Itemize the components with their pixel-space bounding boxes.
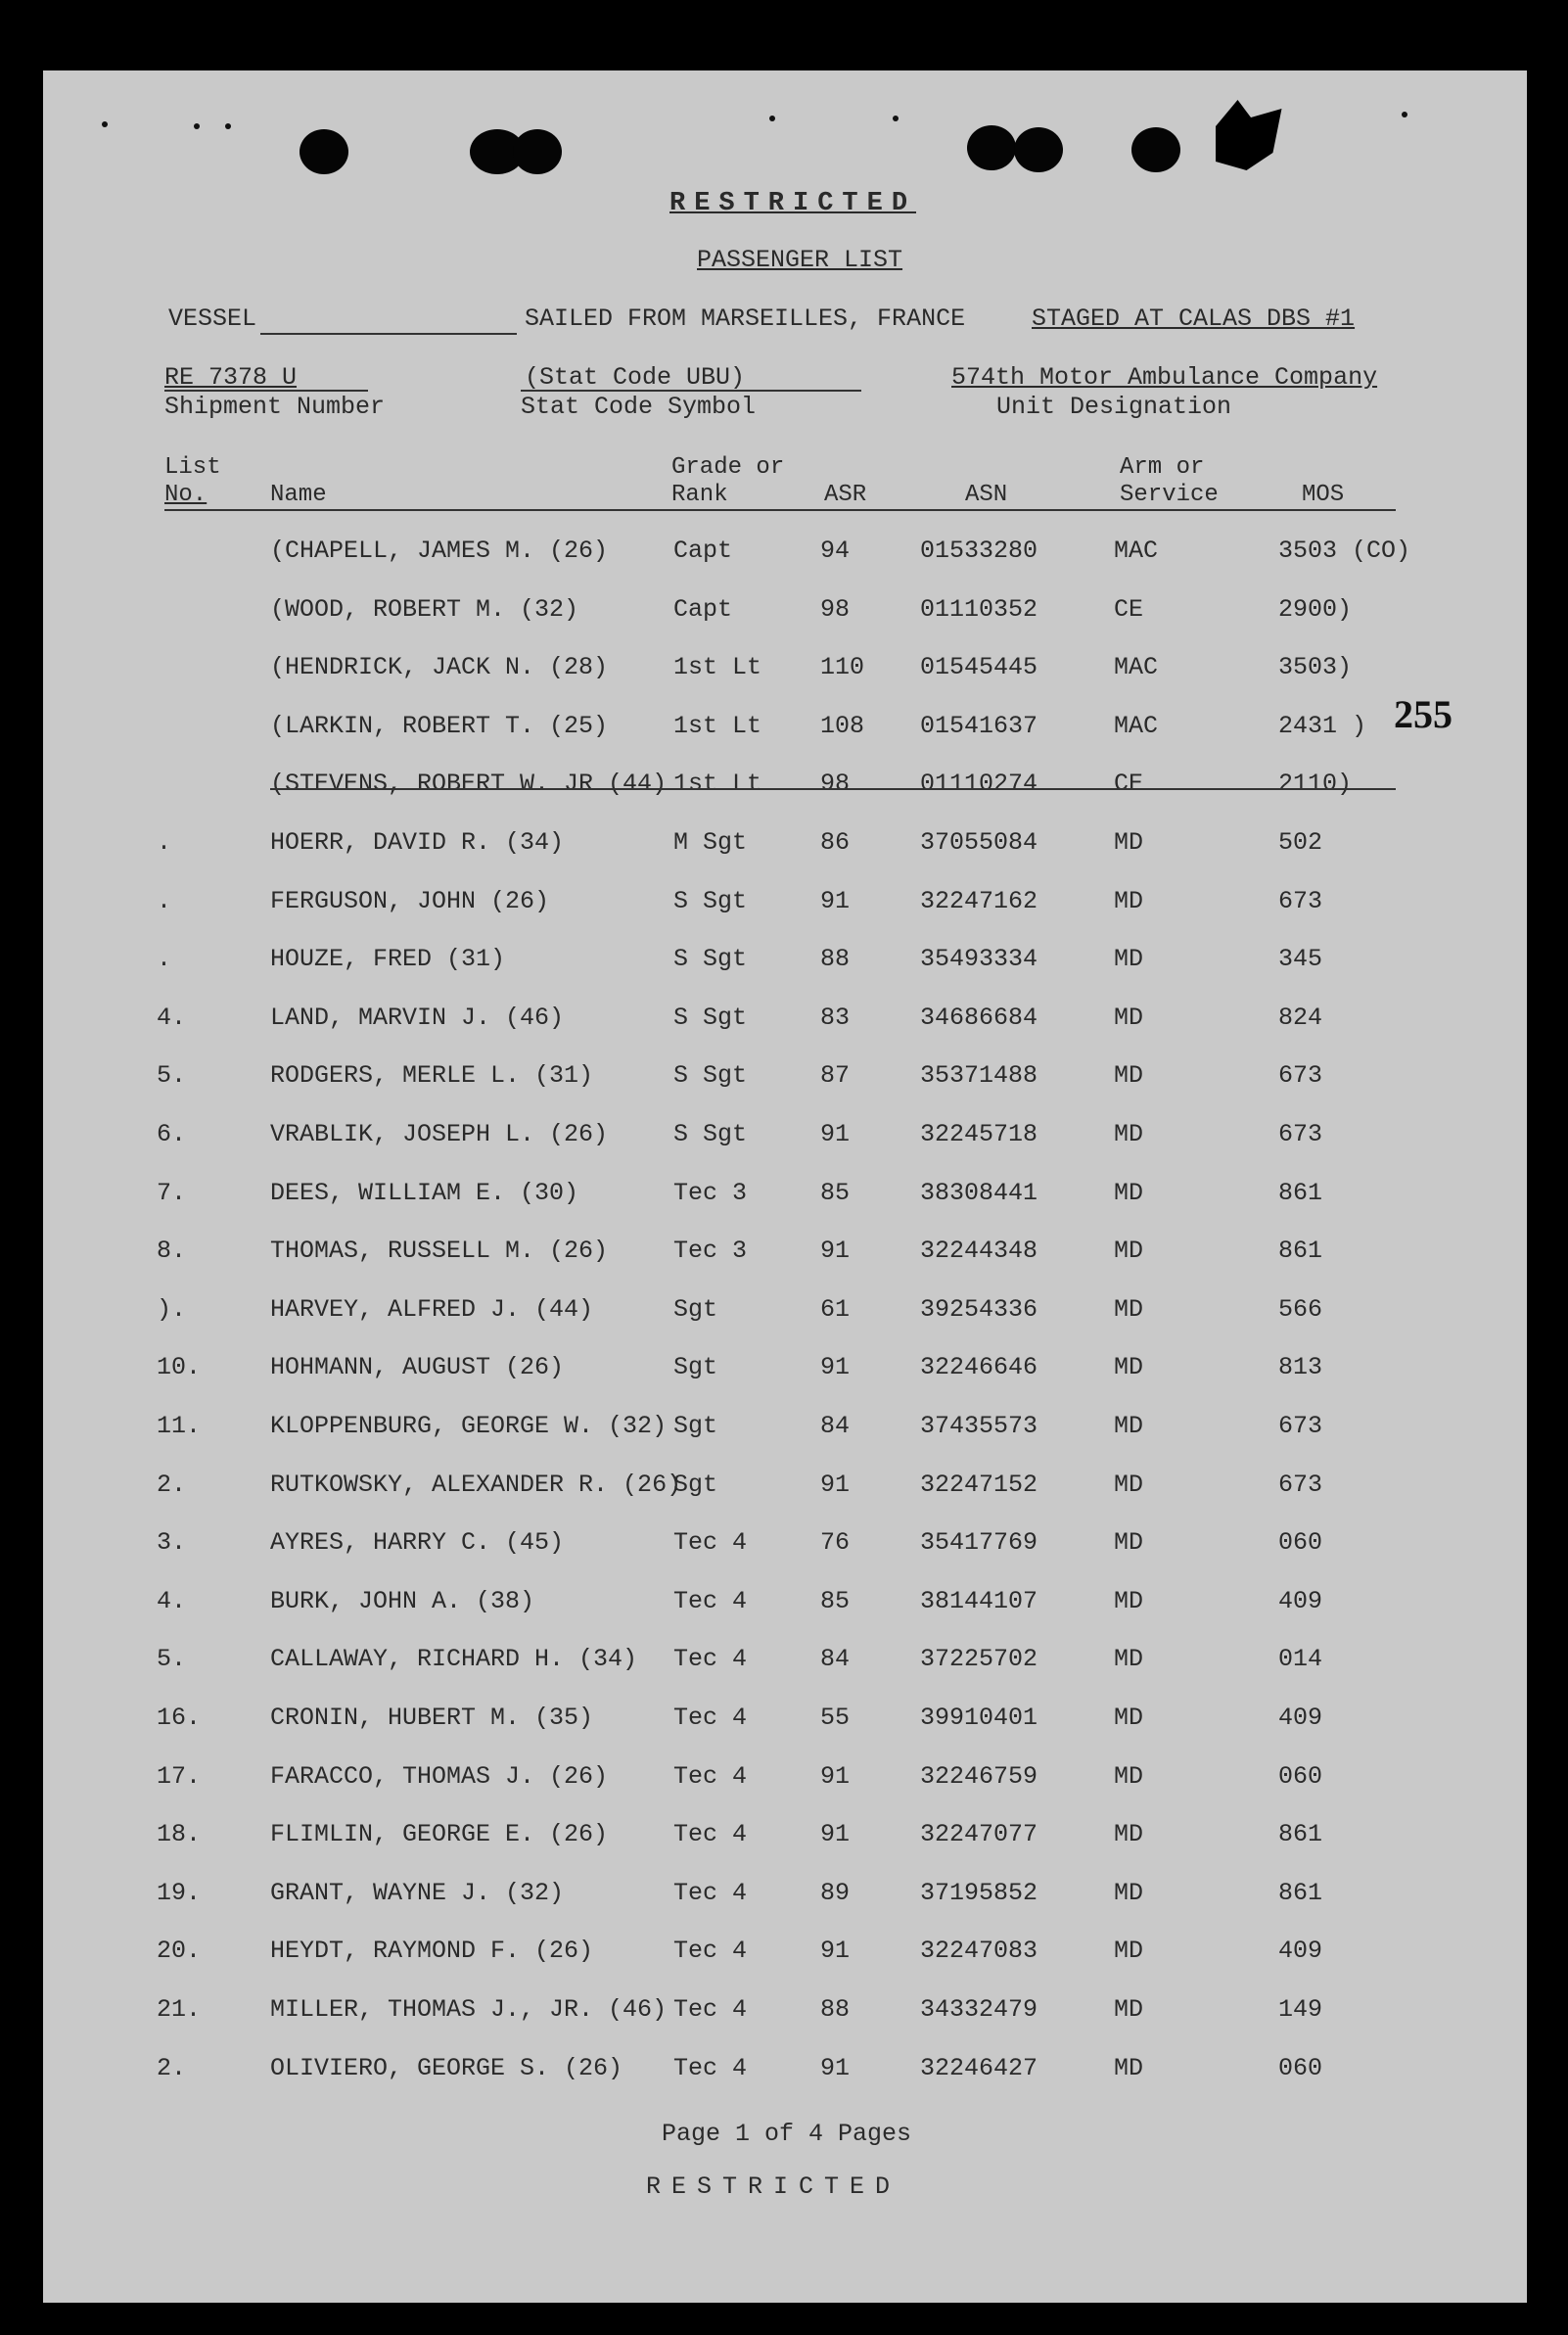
row-name: (HENDRICK, JACK N. (28) <box>270 653 609 681</box>
row-asn: 38308441 <box>920 1179 1038 1207</box>
row-grade: Sgt <box>673 1412 718 1440</box>
row-asn: 35417769 <box>920 1528 1038 1557</box>
row-list-no: 2. <box>157 1471 187 1499</box>
row-grade: Tec 4 <box>673 2054 748 2082</box>
row-asn: 32247152 <box>920 1471 1038 1499</box>
row-arm: MD <box>1114 1937 1144 1965</box>
row-mos: 566 <box>1278 1295 1323 1324</box>
stat-code-line <box>521 390 861 392</box>
row-list-no: 10. <box>157 1353 202 1381</box>
row-name: VRABLIK, JOSEPH L. (26) <box>270 1120 609 1148</box>
row-mos: 673 <box>1278 1471 1323 1499</box>
staged-at: STAGED AT CALAS DBS #1 <box>1032 304 1356 333</box>
row-arm: MD <box>1114 1704 1144 1732</box>
row-list-no: 5. <box>157 1645 187 1673</box>
torn-corner <box>1198 100 1286 188</box>
row-asn: 01541637 <box>920 712 1038 740</box>
row-mos: 2900) <box>1278 595 1353 624</box>
row-grade: Tec 4 <box>673 1820 748 1848</box>
row-asr: 84 <box>820 1645 851 1673</box>
speck <box>893 116 899 121</box>
punch-hole <box>967 125 1016 170</box>
row-grade: S Sgt <box>673 887 748 915</box>
col-name: Name <box>270 482 327 508</box>
row-name: BURK, JOHN A. (38) <box>270 1587 535 1615</box>
row-grade: Capt <box>673 595 733 624</box>
row-mos: 673 <box>1278 1061 1323 1090</box>
footer-restricted: RESTRICTED <box>646 2172 901 2201</box>
row-list-no: ). <box>157 1295 187 1324</box>
row-arm: MD <box>1114 828 1144 857</box>
vessel-label: VESSEL <box>168 304 257 333</box>
row-asr: 88 <box>820 1995 851 2024</box>
row-asn: 32244348 <box>920 1237 1038 1265</box>
row-arm: MD <box>1114 1004 1144 1032</box>
row-name: HOERR, DAVID R. (34) <box>270 828 565 857</box>
row-asn: 37055084 <box>920 828 1038 857</box>
row-name: CALLAWAY, RICHARD H. (34) <box>270 1645 638 1673</box>
row-asn: 37435573 <box>920 1412 1038 1440</box>
row-asr: 94 <box>820 537 851 565</box>
row-list-no: . <box>157 945 172 973</box>
row-grade: Capt <box>673 537 733 565</box>
row-name: KLOPPENBURG, GEORGE W. (32) <box>270 1412 668 1440</box>
row-list-no: 16. <box>157 1704 202 1732</box>
row-list-no: 19. <box>157 1879 202 1907</box>
row-name: AYRES, HARRY C. (45) <box>270 1528 565 1557</box>
row-mos: 502 <box>1278 828 1323 857</box>
document-subtitle: PASSENGER LIST <box>697 246 903 274</box>
shipment-number: RE 7378 U <box>164 363 298 392</box>
row-asr: 91 <box>820 1120 851 1148</box>
row-asr: 85 <box>820 1587 851 1615</box>
row-name: HARVEY, ALFRED J. (44) <box>270 1295 594 1324</box>
row-arm: MAC <box>1114 712 1159 740</box>
vessel-blank-line <box>260 333 517 335</box>
row-mos: 409 <box>1278 1704 1323 1732</box>
row-list-no: 17. <box>157 1762 202 1791</box>
row-name: (CHAPELL, JAMES M. (26) <box>270 537 609 565</box>
row-asn: 32246427 <box>920 2054 1038 2082</box>
stat-code-label: Stat Code Symbol <box>521 393 757 421</box>
row-arm: MD <box>1114 1762 1144 1791</box>
row-name: FARACCO, THOMAS J. (26) <box>270 1762 609 1791</box>
row-asr: 91 <box>820 1820 851 1848</box>
row-name: FERGUSON, JOHN (26) <box>270 887 550 915</box>
row-name: OLIVIERO, GEORGE S. (26) <box>270 2054 623 2082</box>
row-asr: 98 <box>820 770 851 798</box>
row-asr: 108 <box>820 712 865 740</box>
row-mos: 014 <box>1278 1645 1323 1673</box>
row-asn: 01545445 <box>920 653 1038 681</box>
row-grade: Tec 4 <box>673 1704 748 1732</box>
row-mos: 149 <box>1278 1995 1323 2024</box>
row-arm: MAC <box>1114 537 1159 565</box>
row-grade: 1st Lt <box>673 712 762 740</box>
row-grade: Tec 4 <box>673 1645 748 1673</box>
header-underline <box>164 509 1396 511</box>
row-name: HEYDT, RAYMOND F. (26) <box>270 1937 594 1965</box>
row-name: CRONIN, HUBERT M. (35) <box>270 1704 594 1732</box>
document-page <box>43 70 1527 2303</box>
row-arm: CE <box>1114 770 1144 798</box>
row-mos: 813 <box>1278 1353 1323 1381</box>
col-arm-2: Service <box>1120 482 1219 508</box>
row-asr: 55 <box>820 1704 851 1732</box>
row-asr: 76 <box>820 1528 851 1557</box>
col-grade-2: Rank <box>671 482 728 508</box>
row-name: HOUZE, FRED (31) <box>270 945 506 973</box>
row-grade: Tec 4 <box>673 1762 748 1791</box>
row-asn: 01110352 <box>920 595 1038 624</box>
row-grade: Sgt <box>673 1295 718 1324</box>
row-list-no: 4. <box>157 1587 187 1615</box>
row-grade: Tec 4 <box>673 1995 748 2024</box>
row-asr: 91 <box>820 1237 851 1265</box>
row-asn: 34332479 <box>920 1995 1038 2024</box>
row-mos: 861 <box>1278 1820 1323 1848</box>
document-title: RESTRICTED <box>669 189 917 218</box>
row-mos: 060 <box>1278 2054 1323 2082</box>
row-mos: 409 <box>1278 1587 1323 1615</box>
row-name: THOMAS, RUSSELL M. (26) <box>270 1237 609 1265</box>
row-name: (STEVENS, ROBERT W. JR (44) <box>270 770 668 798</box>
row-arm: MD <box>1114 1295 1144 1324</box>
row-grade: 1st Lt <box>673 770 762 798</box>
row-grade: Sgt <box>673 1471 718 1499</box>
row-asr: 87 <box>820 1061 851 1090</box>
unit-designation: 574th Motor Ambulance Company <box>951 363 1378 392</box>
row-mos: 861 <box>1278 1879 1323 1907</box>
col-list-no: List <box>164 454 221 481</box>
col-grade: Grade or <box>671 454 785 481</box>
row-mos: 673 <box>1278 887 1323 915</box>
row-asr: 61 <box>820 1295 851 1324</box>
row-list-no: 2. <box>157 2054 187 2082</box>
speck <box>1402 112 1407 117</box>
row-name: (WOOD, ROBERT M. (32) <box>270 595 579 624</box>
row-mos: 060 <box>1278 1528 1323 1557</box>
row-asr: 110 <box>820 653 865 681</box>
row-name: RUTKOWSKY, ALEXANDER R. (26) <box>270 1471 682 1499</box>
row-name: RODGERS, MERLE L. (31) <box>270 1061 594 1090</box>
row-list-no: . <box>157 887 172 915</box>
row-mos: 673 <box>1278 1412 1323 1440</box>
row-list-no: 20. <box>157 1937 202 1965</box>
row-name: LAND, MARVIN J. (46) <box>270 1004 565 1032</box>
row-asn: 35493334 <box>920 945 1038 973</box>
row-list-no: 8. <box>157 1237 187 1265</box>
row-arm: MD <box>1114 1353 1144 1381</box>
row-mos: 824 <box>1278 1004 1323 1032</box>
row-list-no: 21. <box>157 1995 202 2024</box>
row-arm: MD <box>1114 1820 1144 1848</box>
col-asr: ASR <box>824 482 867 508</box>
row-list-no: 18. <box>157 1820 202 1848</box>
row-mos: 409 <box>1278 1937 1323 1965</box>
row-asn: 39910401 <box>920 1704 1038 1732</box>
row-asn: 32245718 <box>920 1120 1038 1148</box>
row-name: GRANT, WAYNE J. (32) <box>270 1879 565 1907</box>
row-asr: 84 <box>820 1412 851 1440</box>
row-asr: 86 <box>820 828 851 857</box>
row-asr: 85 <box>820 1179 851 1207</box>
row-list-no: 5. <box>157 1061 187 1090</box>
row-list-no: 3. <box>157 1528 187 1557</box>
row-asn: 35371488 <box>920 1061 1038 1090</box>
col-mos: MOS <box>1302 482 1345 508</box>
row-asn: 38144107 <box>920 1587 1038 1615</box>
row-mos: 2110) <box>1278 770 1353 798</box>
row-asr: 89 <box>820 1879 851 1907</box>
row-grade: Tec 3 <box>673 1237 748 1265</box>
strikethrough-line <box>270 788 1396 790</box>
row-asn: 37195852 <box>920 1879 1038 1907</box>
unit-designation-label: Unit Designation <box>996 393 1232 421</box>
row-arm: MD <box>1114 1471 1144 1499</box>
row-asr: 88 <box>820 945 851 973</box>
row-grade: S Sgt <box>673 1120 748 1148</box>
row-list-no: . <box>157 828 172 857</box>
row-mos: 345 <box>1278 945 1323 973</box>
row-mos: 2431 ) <box>1278 712 1367 740</box>
row-asn: 32247083 <box>920 1937 1038 1965</box>
row-asn: 01533280 <box>920 537 1038 565</box>
punch-hole <box>1014 127 1063 172</box>
row-arm: MD <box>1114 1995 1144 2024</box>
punch-hole <box>513 129 562 174</box>
row-list-no: 11. <box>157 1412 202 1440</box>
sailed-from: SAILED FROM MARSEILLES, FRANCE <box>525 304 966 333</box>
row-grade: Tec 4 <box>673 1879 748 1907</box>
shipment-number-label: Shipment Number <box>164 393 386 421</box>
row-grade: S Sgt <box>673 1061 748 1090</box>
punch-hole <box>300 129 348 174</box>
stat-code: (Stat Code UBU) <box>525 363 746 392</box>
row-asn: 37225702 <box>920 1645 1038 1673</box>
speck <box>194 123 200 129</box>
row-name: FLIMLIN, GEORGE E. (26) <box>270 1820 609 1848</box>
row-mos: 060 <box>1278 1762 1323 1791</box>
row-grade: S Sgt <box>673 945 748 973</box>
row-name: MILLER, THOMAS J., JR. (46) <box>270 1995 668 2024</box>
row-grade: Tec 4 <box>673 1528 748 1557</box>
col-arm: Arm or <box>1120 454 1205 481</box>
row-grade: M Sgt <box>673 828 748 857</box>
stamp-number: 255 <box>1394 692 1453 736</box>
row-grade: Tec 4 <box>673 1937 748 1965</box>
row-arm: MD <box>1114 1061 1144 1090</box>
row-name: DEES, WILLIAM E. (30) <box>270 1179 579 1207</box>
row-asr: 83 <box>820 1004 851 1032</box>
page-number: Page 1 of 4 Pages <box>662 2120 912 2148</box>
row-grade: 1st Lt <box>673 653 762 681</box>
row-mos: 861 <box>1278 1237 1323 1265</box>
row-asn: 32246646 <box>920 1353 1038 1381</box>
col-asn: ASN <box>965 482 1008 508</box>
row-list-no: 4. <box>157 1004 187 1032</box>
row-grade: S Sgt <box>673 1004 748 1032</box>
row-asr: 91 <box>820 1762 851 1791</box>
speck <box>102 121 108 127</box>
row-arm: MD <box>1114 1528 1144 1557</box>
row-arm: MD <box>1114 1645 1144 1673</box>
row-asr: 91 <box>820 1471 851 1499</box>
row-mos: 3503 (CO) <box>1278 537 1411 565</box>
punch-hole <box>1131 127 1180 172</box>
row-asr: 98 <box>820 595 851 624</box>
row-list-no: 6. <box>157 1120 187 1148</box>
row-asn: 32246759 <box>920 1762 1038 1791</box>
row-arm: MD <box>1114 1179 1144 1207</box>
row-grade: Tec 4 <box>673 1587 748 1615</box>
row-arm: MD <box>1114 1237 1144 1265</box>
row-arm: MD <box>1114 2054 1144 2082</box>
row-arm: MD <box>1114 1879 1144 1907</box>
shipment-line <box>164 390 368 392</box>
row-arm: MD <box>1114 1587 1144 1615</box>
row-asr: 91 <box>820 1353 851 1381</box>
row-arm: MD <box>1114 1120 1144 1148</box>
row-name: HOHMANN, AUGUST (26) <box>270 1353 565 1381</box>
row-asn: 39254336 <box>920 1295 1038 1324</box>
row-mos: 861 <box>1278 1179 1323 1207</box>
row-arm: CE <box>1114 595 1144 624</box>
row-arm: MD <box>1114 1412 1144 1440</box>
row-mos: 3503) <box>1278 653 1353 681</box>
row-asn: 32247077 <box>920 1820 1038 1848</box>
row-grade: Tec 3 <box>673 1179 748 1207</box>
row-name: (LARKIN, ROBERT T. (25) <box>270 712 609 740</box>
col-list-no-2: No. <box>164 482 208 508</box>
row-asn: 32247162 <box>920 887 1038 915</box>
row-asr: 91 <box>820 887 851 915</box>
row-asn: 34686684 <box>920 1004 1038 1032</box>
speck <box>769 116 775 121</box>
row-arm: MD <box>1114 945 1144 973</box>
row-grade: Sgt <box>673 1353 718 1381</box>
row-mos: 673 <box>1278 1120 1323 1148</box>
row-asr: 91 <box>820 2054 851 2082</box>
row-arm: MD <box>1114 887 1144 915</box>
row-arm: MAC <box>1114 653 1159 681</box>
row-asr: 91 <box>820 1937 851 1965</box>
row-asn: 01110274 <box>920 770 1038 798</box>
row-list-no: 7. <box>157 1179 187 1207</box>
speck <box>225 123 231 129</box>
